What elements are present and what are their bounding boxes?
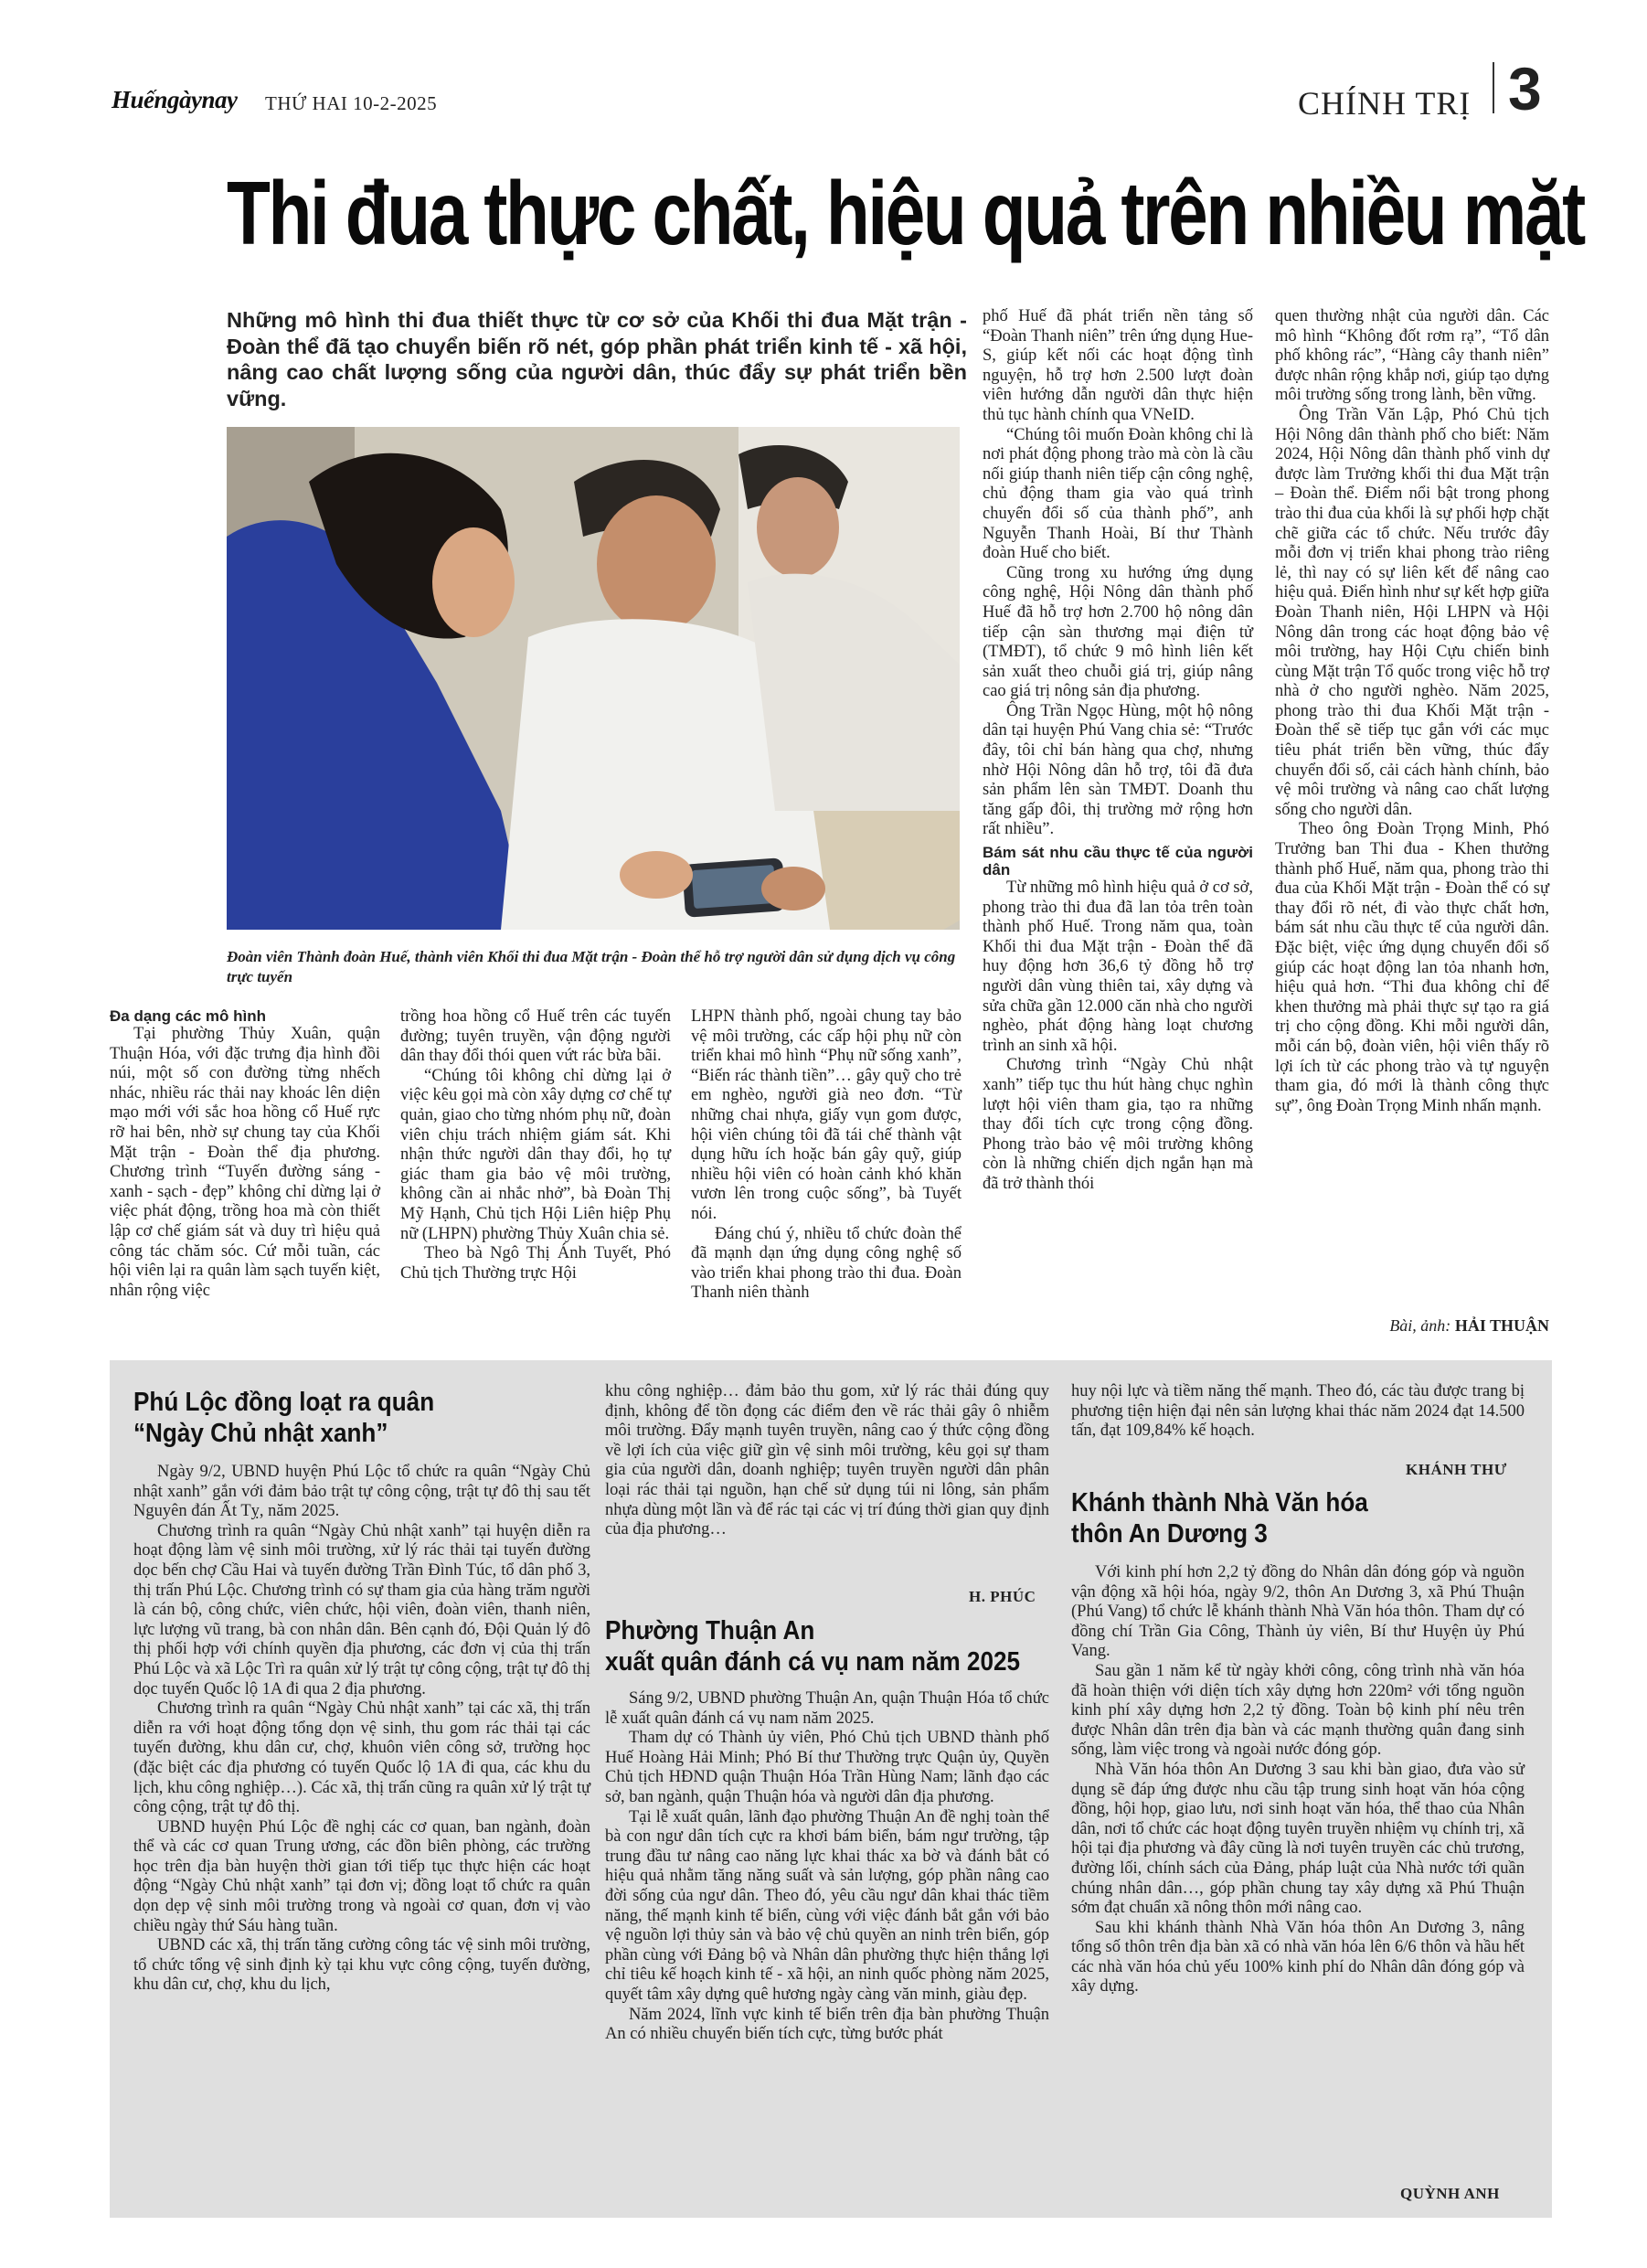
paragraph: “Chúng tôi không chỉ dừng lại ở việc kêu gọi mà còn xây dựng cơ chế tự quản, giao cho từng nhóm phụ nữ, đoàn viên chịu trách nhiệm giám sát. Khi nhận thức người dân thay đổi, họ tự giác tham gia bảo vệ môi trường, không cần ai nhắc nhở”, bà Đoàn Thị Mỹ Hạnh, Chủ tịch Hội Liên hiệp Phụ nữ (LHPN) phường Thủy Xuân chia sẻ. xyxy=(400,1066,671,1243)
main-col-1 xyxy=(110,1007,380,1301)
subhead-1: Đa dạng các mô hình xyxy=(110,1007,266,1025)
article-byline xyxy=(1348,1316,1549,1336)
phuloc-signature: H. PHÚC xyxy=(969,1588,1036,1605)
paragraph: Sáng 9/2, UBND phường Thuận An, quận Thuận Hóa tổ chức lễ xuất quân đánh cá vụ nam năm 2025. xyxy=(605,1689,1049,1728)
paragraph: Tham dự có Thành ủy viên, Phó Chủ tịch UBND thành phố Huế Hoàng Hải Minh; Phó Bí thư Thường trực Quận ủy, Quyền Chủ tịch HĐND quận Thuận Hóa Trần Hùng Nam; lãnh đạo các sở, ban ngành, quận Thuận hóa và người dân địa phương. xyxy=(605,1729,1049,1806)
article-lead: Những mô hình thi đua thiết thực từ cơ sở của Khối thi đua Mặt trận - Đoàn thể đã tạo chuyển biến rõ nét, góp phần phát triển kinh tế - xã hội, nâng cao chất lượng sống của người dân, thúc đẩy sự phát triển bền vững. xyxy=(227,308,967,410)
thuanan-signature: KHÁNH THƯ xyxy=(1406,1461,1507,1478)
paragraph: huy nội lực và tiềm năng thế mạnh. Theo đó, các tàu được trang bị phương tiện hiện đại nên sản lượng khai thác năm 2024 đạt 14.500 tấn, đạt 109,84% kế hoạch. xyxy=(1071,1382,1525,1441)
main-headline: Thi đua thực chất, hiệu quả trên nhiều mặt xyxy=(227,163,1584,263)
phuloc-title-1: Phú Lộc đồng loạt ra quân xyxy=(133,1388,435,1417)
main-col-5 xyxy=(1275,307,1549,1116)
phuloc-col-a xyxy=(133,1463,590,1996)
paragraph: khu công nghiệp… đảm bảo thu gom, xử lý rác thải đúng quy định, không để tồn đọng các điểm đen về rác thải gây ô nhiễm môi trường. Đẩy mạnh tuyên truyền, nâng cao ý thức cộng đồng về lợi ích của việc giữ gìn vệ sinh môi trường, kêu gọi sự tham gia của người dân, doanh nghiệp; tuyên truyền người dân phân loại rác thải tại nguồn, hạn chế sử dụng túi ni lông, sản phẩm nhựa dùng một lần và để rác tại các vị trí đúng thời gian quy định của địa phương… xyxy=(605,1382,1049,1539)
paragraph: Tại phường Thủy Xuân, quận Thuận Hóa, với đặc trưng địa hình đồi núi, một số con đường từng nhếch nhác, nhiều rác thải nay khoác lên diện mạo mới với sắc hoa hồng cổ Huế rực rỡ hai bên, nhờ sự chung tay của Khối Mặt trận - Đoàn thể địa phương. Chương trình “Tuyến đường sáng - xanh - sạch - đẹp” không chỉ dừng lại ở việc phát động, trồng hoa mà còn thiết lập cơ chế giám sát và duy trì hiệu quả công tác chăm sóc. Cứ mỗi tuần, các hội viên lại ra quân làm sạch tuyến kiệt, nhân rộng việc xyxy=(110,1025,380,1300)
anduong-signature: QUỲNH ANH xyxy=(1400,2185,1500,2202)
thuanan-col-c xyxy=(1071,1382,1525,1442)
paragraph: UBND các xã, thị trấn tăng cường công tác vệ sinh môi trường, tổ chức tổng vệ sinh định kỳ tại khu vực công cộng, tuyến đường, khu dân cư, chợ, khu du lịch, xyxy=(133,1936,590,1995)
paragraph: Ông Trần Văn Lập, Phó Chủ tịch Hội Nông dân thành phố cho biết: Năm 2024, Hội Nông dân thành phố vinh dự được làm Trưởng khối thi đua Mặt trận – Đoàn thể. Điểm nổi bật trong phong trào thi đua của khối là sự phối hợp chặt chẽ giữa các tổ chức. Nếu trước đây mỗi đơn vị triển khai phong trào riêng lẻ, thì nay có sự liên kết để nâng cao hiệu quả. Điển hình như sự kết hợp giữa Đoàn Thanh niên, Hội LHPN và Hội Nông dân trong các hoạt động bảo vệ môi trường, hay Hội Cựu chiến binh cùng Mặt trận Tổ quốc trong việc hỗ trợ nhà ở cho người nghèo. Năm 2025, phong trào thi đua Khối Mặt trận - Đoàn thể sẽ tiếp tục gắn với các mục tiêu phát triển bền vững, thúc đẩy chuyển đổi số, cải cách hành chính, bảo vệ môi trường và nâng cao chất lượng sống cho người dân. xyxy=(1275,405,1549,819)
issue-date: THỨ HAI 10-2-2025 xyxy=(265,92,438,114)
paragraph: Chương trình ra quân “Ngày Chủ nhật xanh” tại huyện diễn ra hoạt động làm vệ sinh môi trường, xử lý rác thải tại tuyến đường dọc bến chợ Cầu Hai và tuyến đường Trần Đình Túc, tổ dân phố 3, thị trấn Phú Lộc. Chương trình có sự tham gia của hàng trăm người là cán bộ, công chức, viên chức, hội viên, đoàn viên, thanh niên, lực lượng vũ trang, bà con nhân dân. Bên cạnh đó, Đội Quản lý đô thị phối hợp với chính quyền địa phương, các đơn vị của thị trấn Phú Lộc và xã Lộc Trì ra quân xử lý trật tự công cộng, trật tự đô thị dọc tuyến Quốc lộ 1A đi qua 2 địa phương. xyxy=(133,1521,590,1698)
main-col-3 xyxy=(691,1007,962,1304)
byline-prefix: Bài, ảnh: xyxy=(1389,1316,1451,1335)
paragraph: Chương trình “Ngày Chủ nhật xanh” tiếp tục thu hút hàng chục nghìn lượt hội viên tham gia, tạo ra những thay đổi tích cực trong cộng đồng. Phong trào bảo vệ môi trường không còn là những chiến dịch ngắn hạn mà đã trở thành thói xyxy=(983,1056,1253,1193)
page-number: 3 xyxy=(1508,55,1542,122)
paragraph: Cũng trong xu hướng ứng dụng công nghệ, Hội Nông dân thành phố Huế đã hỗ trợ hơn 2.700 hộ nông dân tiếp cận sàn thương mại điện tử (TMĐT), tổ chức 9 mô hình liên kết sản xuất theo chuỗi giá trị, giúp nâng cao giá trị nông sản địa phương. xyxy=(983,563,1253,701)
paragraph: Theo bà Ngô Thị Ánh Tuyết, Phó Chủ tịch Thường trực Hội xyxy=(400,1244,671,1283)
header-divider xyxy=(1493,62,1494,113)
photo-illustration xyxy=(227,427,960,930)
phuloc-title-2: “Ngày Chủ nhật xanh” xyxy=(133,1419,388,1448)
anduong-title-2: thôn An Dương 3 xyxy=(1071,1519,1268,1549)
paragraph: Ông Trần Ngọc Hùng, một hộ nông dân tại huyện Phú Vang chia sẻ: “Trước đây, tôi chỉ bán hàng qua chợ, nhưng nhờ Hội Nông dân hỗ trợ, tôi đã đưa sản phẩm lên sàn TMĐT. Doanh thu tăng gấp đôi, thị trường mở rộng hơn rất nhiều”. xyxy=(983,701,1253,839)
paragraph: phố Huế đã phát triển nền tảng số “Đoàn Thanh niên” trên ứng dụng Hue-S, giúp kết nối các hoạt động tình nguyện, hỗ trợ hơn 2.500 lượt đoàn viên hướng dẫn người dân thực hiện thủ tục hành chính qua VNeID. xyxy=(983,307,1253,424)
byline-author: HẢI THUẬN xyxy=(1454,1316,1549,1335)
paragraph: Nhà Văn hóa thôn An Dương 3 sau khi bàn giao, đưa vào sử dụng sẽ đáp ứng được nhu cầu tập trung sinh hoạt văn hóa cộng đồng, hội họp, giao lưu, nơi sinh hoạt văn hóa, thể thao của Nhân dân, nơi tổ chức các hoạt động tuyên truyền nhiệm vụ chính trị, xã hội tại địa phương và đây cũng là nơi tuyên truyền các chủ trương, đường lối, chính sách của Đảng, pháp luật của Nhà nước tới quần chúng nhân dân…, góp phần chung tay xây dựng xã Phú Thuận sớm đạt chuẩn xã nông thôn mới nâng cao. xyxy=(1071,1760,1525,1918)
thuanan-title-1: Phường Thuận An xyxy=(605,1616,815,1645)
phuloc-col-b xyxy=(605,1382,1049,1540)
paragraph: quen thường nhật của người dân. Các mô hình “Không đốt rơm rạ”, “Tổ dân phố không rác”, “Hàng cây thanh niên” được nhân rộng khắp nơi, giúp tạo dựng môi trường sống trong lành, bền vững. xyxy=(1275,307,1549,405)
article-photo xyxy=(227,427,960,930)
paragraph: Theo ông Đoàn Trọng Minh, Phó Trưởng ban Thi đua - Khen thưởng thành phố Huế, năm qua, phong trào thi đua của Khối Mặt trận - Đoàn thể có sự thay đổi rõ nét, đi vào thực chất hơn, bám sát nhu cầu thực tế của người dân. Đặc biệt, việc ứng dụng chuyển đổi số giúp các hoạt động lan tỏa nhanh hơn, hiệu quả hơn. “Thi đua không chỉ để khen thưởng mà phải thực sự tạo ra giá trị cho cộng đồng. Khi mỗi người dân, mỗi cán bộ, đoàn viên, hội viên thấy rõ lợi ích từ các phong trào và tự nguyện tham gia, đó mới là thành công thực sự”, ông Đoàn Trọng Minh nhấn mạnh. xyxy=(1275,820,1549,1115)
paragraph: Sau gần 1 năm kể từ ngày khởi công, công trình nhà văn hóa đã hoàn thiện với diện tích xây dựng hơn 220m² với tổng nguồn kinh phí xây dựng hơn 2,2 tỷ đồng. Toàn bộ kinh phí nêu trên được Nhân dân trên địa bàn và các mạnh thường quân đang sinh sống, làm việc trong và ngoài nước đóng góp. xyxy=(1071,1661,1525,1760)
paragraph: LHPN thành phố, ngoài chung tay bảo vệ môi trường, các cấp hội phụ nữ còn triển khai mô hình “Phụ nữ sống xanh”, “Biến rác thành tiền”… gây quỹ cho trẻ em nghèo, người già neo đơn. “Từ những chai nhựa, giấy vụn gom được, hội viên chúng tôi đã tái chế thành vật dụng hữu ích hoặc bán gây quỹ, giúp nhiều hội viên có hoàn cảnh khó khăn vươn lên trong cuộc sống”, bà Tuyết nói. xyxy=(691,1007,962,1223)
paragraph: Tại lễ xuất quân, lãnh đạo phường Thuận An đề nghị toàn thể bà con ngư dân tích cực ra khơi bám biển, bám ngư trường, tập trung đầu tư nâng cao năng lực khai thác xa bờ và đánh bắt có hiệu quả nhằm tăng năng suất và sản lượng, góp phần nâng cao đời sống của ngư dân. Theo đó, yêu cầu ngư dân khai thác tiềm năng, thế mạnh kinh tế biển, cùng với việc đánh bắt gắn với bảo vệ nguồn lợi thủy sản và bảo vệ chủ quyền an ninh trên biển, góp phần cùng với Đảng bộ và Nhân dân phường thực hiện thắng lợi chỉ tiêu kế hoạch kinh tế - xã hội, an ninh quốc phòng năm 2025, quyết tâm xây dựng quê hương ngày càng văn minh, giàu đẹp. xyxy=(605,1807,1049,2004)
paragraph: trồng hoa hồng cổ Huế trên các tuyến đường; tuyên truyền, vận động người dân thay đổi thói quen vứt rác bừa bãi. xyxy=(400,1007,671,1066)
thuanan-title-2: xuất quân đánh cá vụ nam năm 2025 xyxy=(605,1647,1021,1677)
newspaper-logo: Huếngàynay xyxy=(112,86,238,113)
paragraph: Ngày 9/2, UBND huyện Phú Lộc tổ chức ra quân “Ngày Chủ nhật xanh” gắn với đảm bảo trật tự công cộng, trật tự đô thị sau tết Nguyên đán Ất Tỵ, năm 2025. xyxy=(133,1463,590,1521)
paragraph: “Chúng tôi muốn Đoàn không chỉ là nơi phát động phong trào mà còn là cầu nối giúp thanh niên tiếp cận công nghệ, chủ động tham gia vào quá trình chuyển đổi số của thành phố”, anh Nguyễn Thanh Hoài, Bí thư Thành đoàn Huế cho biết. xyxy=(983,425,1253,563)
paragraph: UBND huyện Phú Lộc đề nghị các cơ quan, ban ngành, đoàn thể và các cơ quan Trung ương, các đồn biên phòng, các trường học trên địa bàn huyện thời gian tới tiếp tục thực hiện các hoạt động “Ngày Chủ nhật xanh” tại đơn vị; đồng loạt tổ chức ra quân dọn dẹp vệ sinh môi trường trong và ngoài cơ quan, đơn vị vào chiều ngày thứ Sáu hàng tuần. xyxy=(133,1817,590,1935)
photo-caption: Đoàn viên Thành đoàn Huế, thành viên Khối thi đua Mặt trận - Đoàn thể hỗ trợ người dân sử dụng dịch vụ công trực tuyến xyxy=(227,948,956,985)
paragraph: Với kinh phí hơn 2,2 tỷ đồng do Nhân dân đóng góp và nguồn vận động xã hội hóa, ngày 9/2, thôn An Dương 3, xã Phú Thuận (Phú Vang) tổ chức lễ khánh thành Nhà Văn hóa thôn. Tham dự có đồng chí Trần Gia Công, Thành ủy viên, Bí thư Huyện ủy Phú Vang. xyxy=(1071,1563,1525,1661)
subhead-2: Bám sát nhu cầu thực tế của người dân xyxy=(983,844,1253,879)
paragraph: Năm 2024, lĩnh vực kinh tế biển trên địa bàn phường Thuận An có nhiều chuyển biến tích cực, từng bước phát xyxy=(605,2005,1049,2044)
main-col-2 xyxy=(400,1007,671,1283)
anduong-title-1: Khánh thành Nhà Văn hóa xyxy=(1071,1488,1368,1517)
section-name: CHÍNH TRỊ xyxy=(1298,85,1472,122)
main-col-4 xyxy=(983,307,1253,1195)
paragraph: Chương trình ra quân “Ngày Chủ nhật xanh” tại các xã, thị trấn diễn ra với hoạt động tổng dọn vệ sinh, thu gom rác thải tại các tuyến đường, khu dân cư, chợ, khuôn viên công sở, trường học (đặc biệt các địa phương có tuyến Quốc lộ 1A đi qua, các khu du lịch, khu công nghiệp…). Các xã, thị trấn cũng ra quân xử lý trật tự công cộng, trật tự đô thị. xyxy=(133,1699,590,1817)
paragraph: Sau khi khánh thành Nhà Văn hóa thôn An Dương 3, nâng tổng số thôn trên địa bàn xã có nhà văn hóa lên 6/6 thôn và hầu hết các nhà văn hóa chủ yếu 100% kinh phí do Nhân dân đóng góp và xây dựng. xyxy=(1071,1918,1525,1996)
thuanan-col xyxy=(605,1689,1049,2045)
paragraph: Đáng chú ý, nhiều tổ chức đoàn thể đã mạnh dạn ứng dụng công nghệ số vào triển khai phong trào thi đua. Đoàn Thanh niên thành xyxy=(691,1224,962,1303)
anduong-col xyxy=(1071,1563,1525,1997)
paragraph: Từ những mô hình hiệu quả ở cơ sở, phong trào thi đua đã lan tỏa trên toàn thành phố Huế. Trong năm qua, toàn Khối thi đua Mặt trận - Đoàn thể đã huy động hơn 36,6 tỷ đồng hỗ trợ người dân vùng thiên tai, xây dựng và sửa chữa gần 12.000 căn nhà cho người nghèo, phát động hàng loạt chương trình an sinh xã hội. xyxy=(983,878,1253,1055)
